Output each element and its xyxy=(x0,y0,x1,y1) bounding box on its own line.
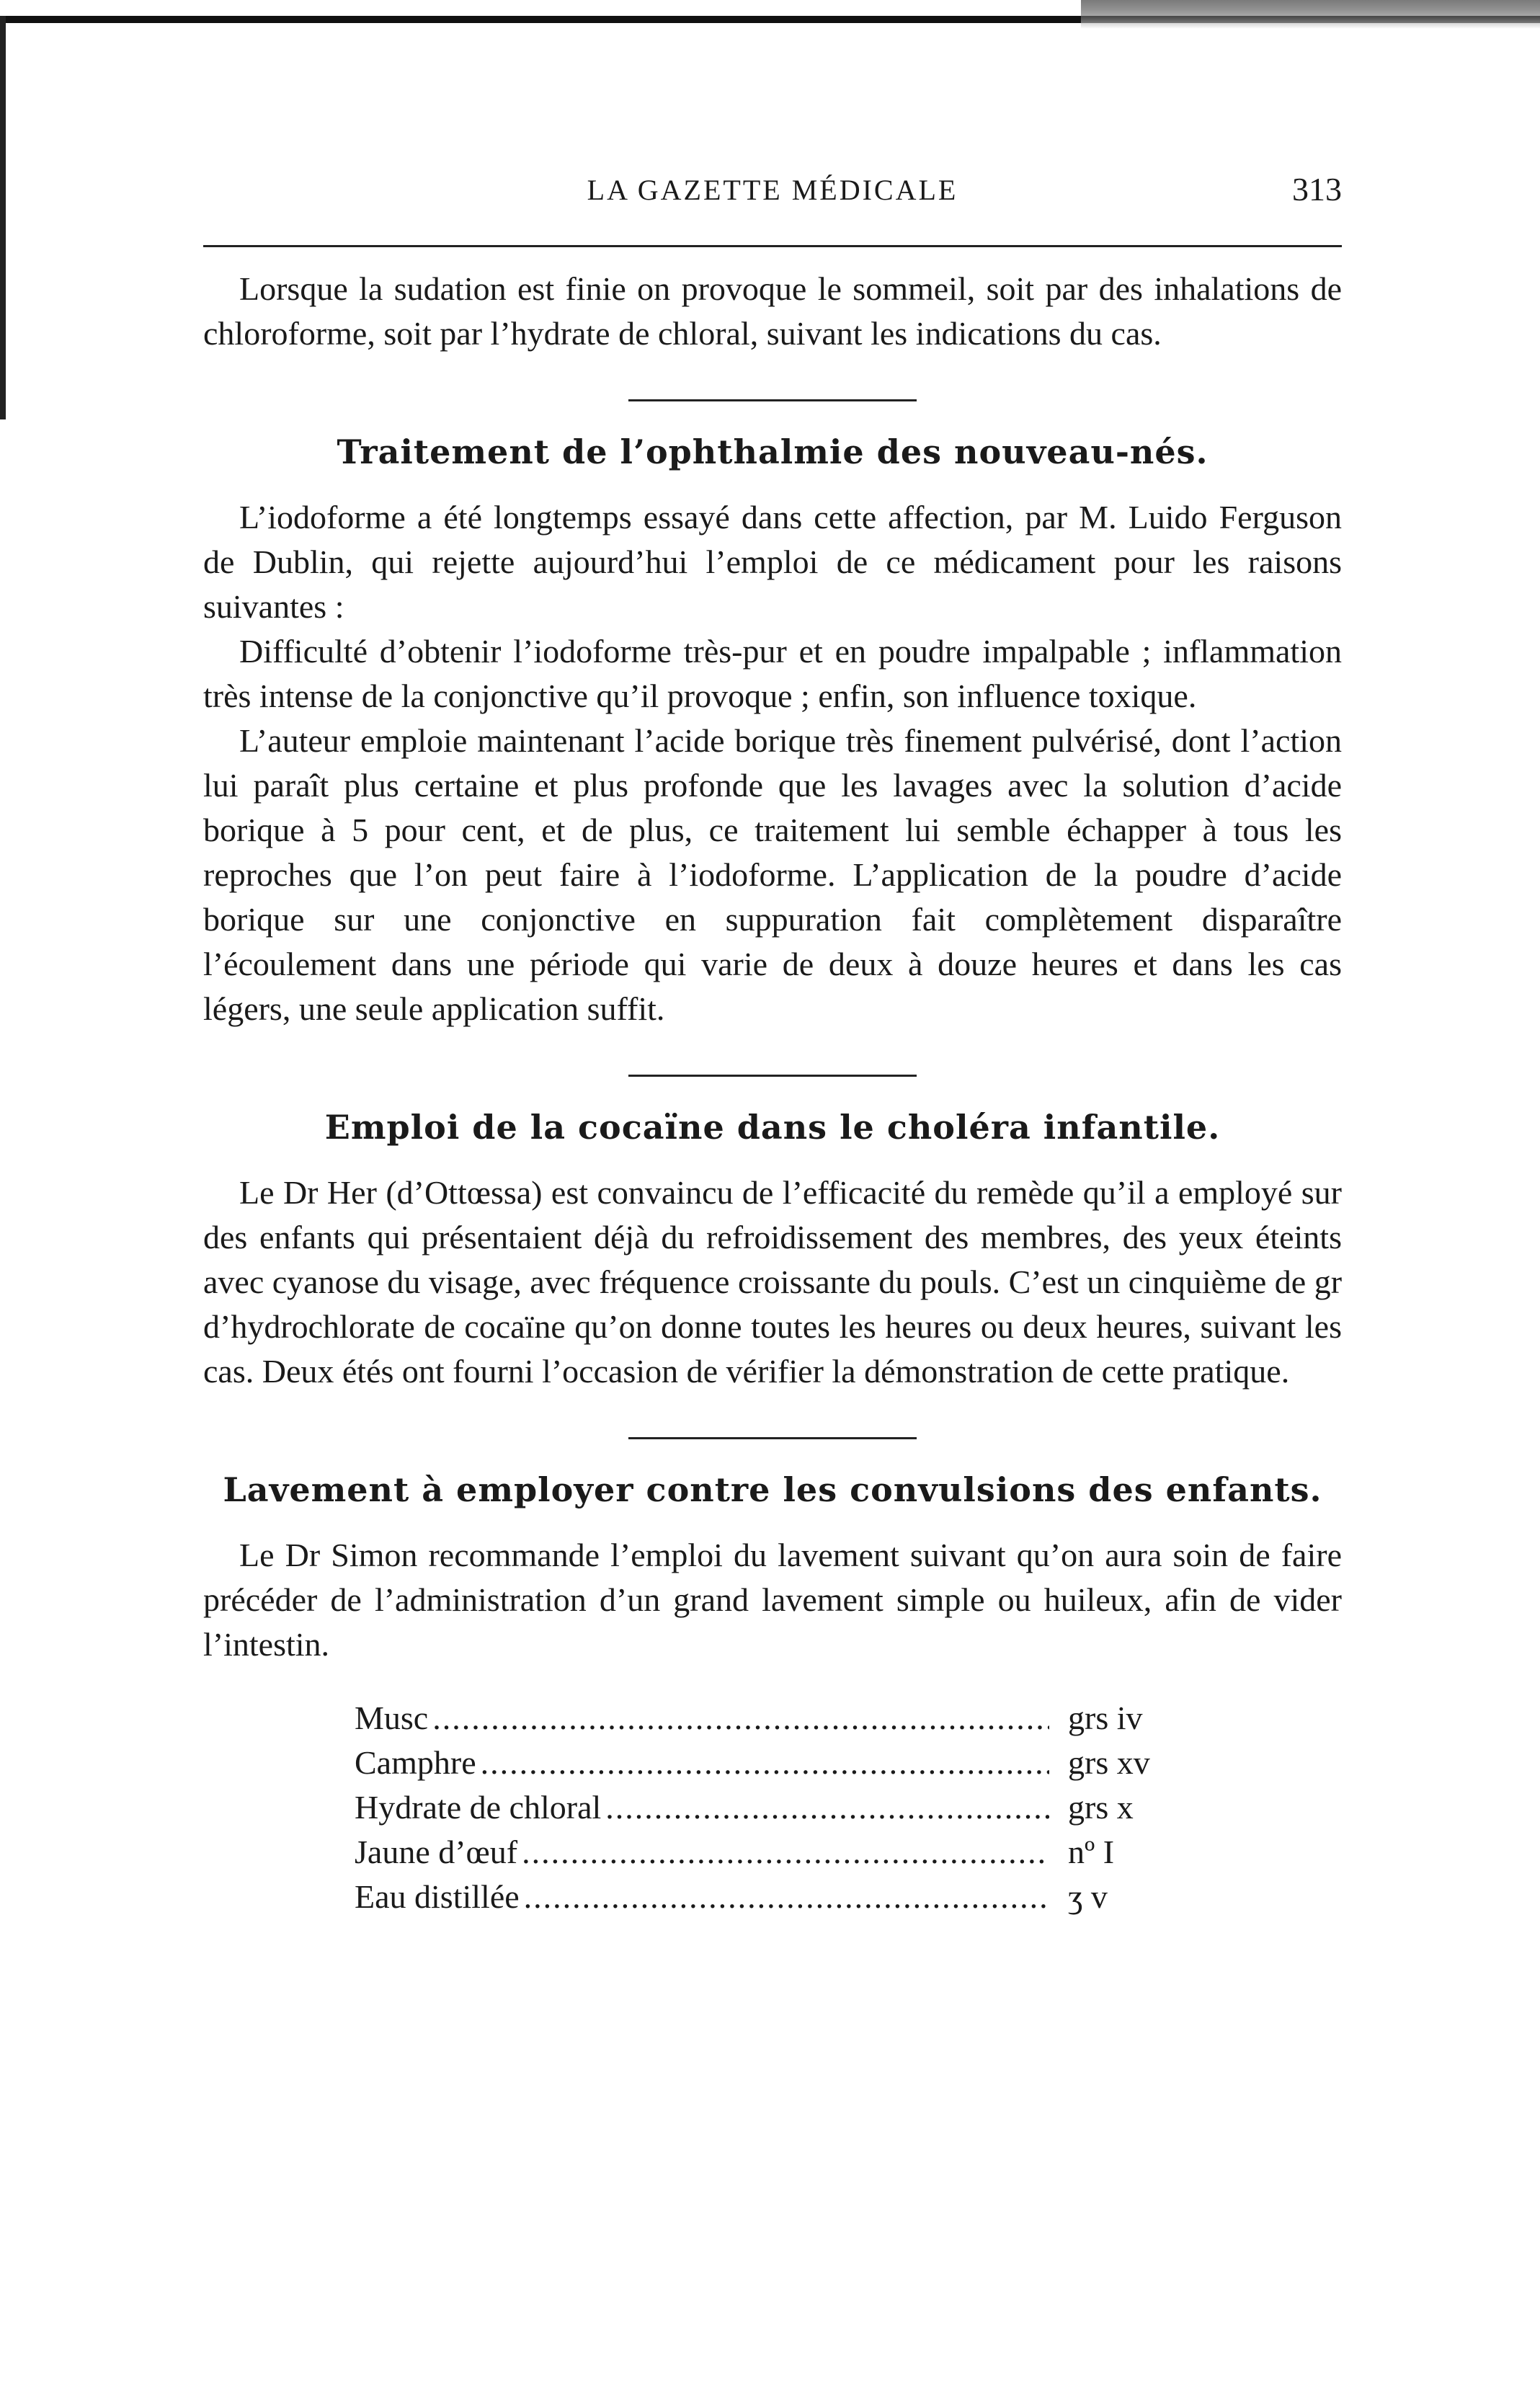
recipe-list xyxy=(355,1696,1176,1919)
recipe-row xyxy=(355,1830,1176,1875)
section-title: Traitement de l’ophthalmie des nouveau-nés. xyxy=(337,432,1209,471)
section-paragraph: L’iodoforme a été longtemps essayé dans cette affection, par M. Luido Ferguson de Dublin, qui rejette aujourd’hui l’emploi de ce médicament pour les raisons suivantes : xyxy=(203,499,1342,625)
leader-dots xyxy=(524,1875,1049,1919)
recipe-row xyxy=(355,1741,1176,1785)
running-head xyxy=(203,144,1342,209)
recipe-quantity: grs xv xyxy=(1068,1744,1150,1781)
section-paragraph: Le Dr Simon recommande l’emploi du lavement suivant qu’on aura soin de faire précéder de l’administration d’un grand lavement simple ou huileux, afin de vider l’intestin. xyxy=(203,1537,1342,1663)
leader-dots xyxy=(605,1785,1049,1830)
leader-dots xyxy=(432,1696,1049,1741)
leader-dots xyxy=(481,1741,1049,1785)
recipe-quantity: nº I xyxy=(1068,1834,1115,1870)
recipe-row xyxy=(355,1875,1176,1919)
recipe-ingredient: Jaune d’œuf xyxy=(355,1834,518,1870)
section-paragraph: Le Dr Her (d’Ottœssa) est convaincu de l’efficacité du remède qu’il a employé sur des enfants qui présentaient déjà du refroidissement des membres, des yeux éteints avec cyanose du visage, avec fréquence croissante du pouls. C’est un cinquième de gr d’hydrochlorate de cocaïne qu’on donne toutes les heures ou deux heures, suivant les cas. Deux étés ont fourni l’occasion de vérifier la démonstration de cette pratique. xyxy=(203,1174,1343,1390)
header-rule xyxy=(203,245,1342,247)
recipe-ingredient: Eau distillée xyxy=(355,1878,520,1915)
recipe-quantity: grs iv xyxy=(1068,1699,1143,1736)
leader-dots xyxy=(522,1830,1049,1875)
section-paragraph: Difficulté d’obtenir l’iodoforme très-pur et en poudre impalpable ; inflammation très intense de la conjonctive qu’il provoque ; enfin, son influence toxique. xyxy=(203,633,1342,714)
recipe-quantity: ʒ v xyxy=(1068,1878,1108,1915)
recipe-row xyxy=(355,1785,1176,1830)
scan-edge-shadow xyxy=(1081,0,1540,29)
section-divider xyxy=(628,399,917,401)
recipe-ingredient: Hydrate de chloral xyxy=(355,1789,602,1826)
section-divider xyxy=(628,1075,917,1077)
section-title: Lavement à employer contre les convulsions des enfants. xyxy=(223,1470,1322,1509)
intro-paragraph: Lorsque la sudation est finie on provoque le sommeil, soit par des inhalations de chloroforme, soit par l’hydrate de chloral, suivant les indications du cas. xyxy=(203,270,1342,352)
recipe-quantity: grs x xyxy=(1068,1789,1134,1826)
section-divider xyxy=(628,1437,917,1439)
recipe-row xyxy=(355,1696,1176,1741)
recipe-ingredient: Camphre xyxy=(355,1744,476,1781)
page xyxy=(203,144,1342,1919)
recipe-ingredient: Musc xyxy=(355,1699,429,1736)
running-title: LA GAZETTE MÉDICALE xyxy=(587,174,958,206)
section-title: Emploi de la cocaïne dans le choléra infantile. xyxy=(324,1108,1221,1147)
page-number: 313 xyxy=(1292,171,1342,208)
section-paragraph: L’auteur emploie maintenant l’acide borique très finement pulvérisé, dont l’action lui paraît plus certaine et plus profonde que les lavages avec la solution d’acide borique à 5 pour cent, et de plus, ce traitement lui semble échapper à tous les reproches que l’on peut faire à l’iodoforme. L’application de la poudre d’acide borique sur une conjonctive en suppuration fait complètement disparaître l’écoulement dans une période qui varie de deux à douze heures et dans les cas légers, une seule application suffit. xyxy=(203,722,1342,1027)
scan-edge-left xyxy=(0,16,6,419)
